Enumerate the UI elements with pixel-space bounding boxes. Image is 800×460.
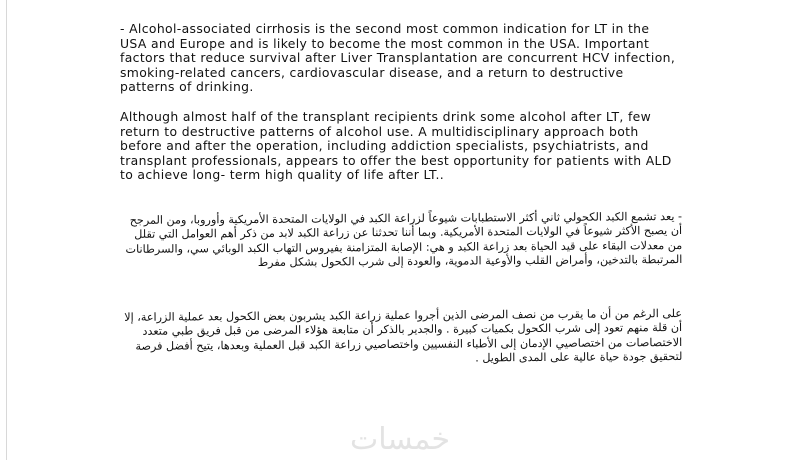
page-edge-divider [6,0,7,460]
arabic-paragraph-multidisciplinary: على الرغم من أن ما يقرب من نصف المرضى الذين أجروا عملية زراعة الكبد يشربون بعض الكحول بعد عملية الزراعة، إلا أن قلة منهم تعود إلى شرب الكحول بكميات كبيرة . والجدير بالذكر أن متابعة هؤلاء المرضى من قبل فريق طبي متعدد الاختصاصات من اختصاصيي الإدمان إلى الأطباء النفسيين واختصاصيي زراعة الكبد قبل العملية وبعدها، يتيح أفضل فرصة لتحقيق جودة حياة عالية على المدى الطويل . [124,307,683,365]
khamsat-watermark-logo: خمسات [349,421,451,457]
english-paragraph-multidisciplinary: Although almost half of the transplant recipients drink some alcohol after LT, few return to destructive patterns of alcohol use. A multidisciplinary approach both before and after the operation, including addiction specialists, psychiatrists, and transplant professionals, appears to offer the best opportunity for patients with ALD to achieve long- term high quality of life after LT.. [120,109,672,183]
arabic-paragraph-cirrhosis: - يعد تشمع الكبد الكحولي ثاني أكثر الاستطبابات شيوعاً لزراعة الكبد في الولايات المتحدة الأمريكية وأوروبا، ومن المرجح أن يصبح الأكثر شيوعاً في الولايات المتحدة الأمريكية. وبما أننا تحدثنا عن زراعة الكبد لابد من ذكر أهم العوامل التي تقلل من معدلات البقاء على قيد الحياة بعد زراعة الكبد و هي: الإصابة المتزامنة بفيروس التهاب الكبد الوبائي سي، والسرطانات المرتبطة بالتدخين، وأمراض القلب والأوعية الدموية، والعودة إلى شرب الكحول بشكل مفرط [125,210,683,270]
english-paragraph-cirrhosis: - Alcohol-associated cirrhosis is the second most common indication for LT in the USA and Europe and is likely to become the most common in the USA. Important factors that reduce survival after Liver Transplantation are concurrent HCV infection, smoking-related cancers, cardiovascular disease, and a return to destructive patterns of drinking. [120,21,676,95]
